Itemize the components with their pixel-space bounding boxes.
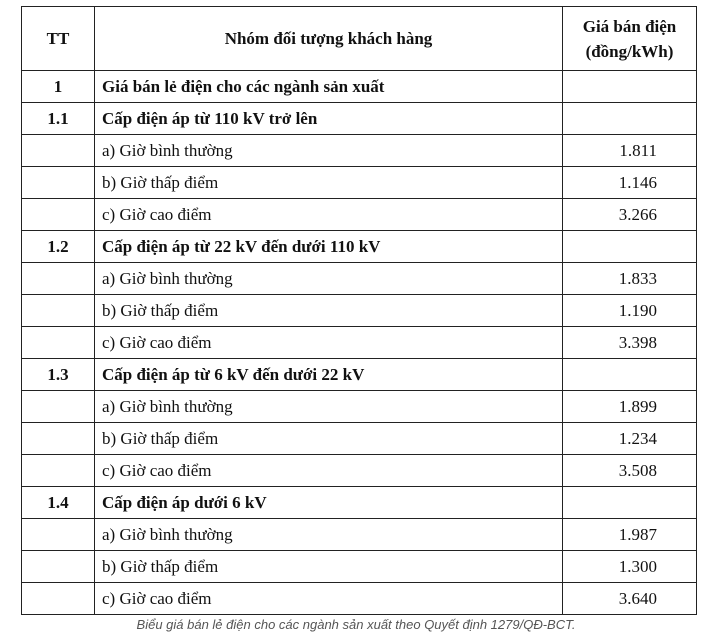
- row-name: c) Giờ cao điểm: [95, 583, 563, 615]
- table-row: [22, 263, 697, 295]
- table-row: [22, 327, 697, 359]
- row-tt: [22, 519, 95, 551]
- table-row: [22, 583, 697, 615]
- group-row: [22, 231, 697, 263]
- row-name: c) Giờ cao điểm: [95, 455, 563, 487]
- header-price-line1: Giá bán điện: [582, 16, 677, 36]
- row-name: a) Giờ bình thường: [95, 135, 563, 167]
- header-tt: TT: [22, 7, 95, 71]
- group-row: [22, 359, 697, 391]
- row-tt: 1.1: [22, 103, 95, 135]
- row-price: 1.234: [563, 423, 697, 455]
- table-row: [22, 295, 697, 327]
- row-name: b) Giờ thấp điểm: [95, 167, 563, 199]
- row-name: Giá bán lẻ điện cho các ngành sản xuất: [95, 71, 563, 103]
- electricity-price-table: [21, 6, 697, 615]
- row-price: [563, 487, 697, 519]
- row-price: [563, 359, 697, 391]
- row-price: 1.987: [563, 519, 697, 551]
- row-tt: [22, 455, 95, 487]
- table-caption: Biểu giá bán lẻ điện cho các ngành sản xuất theo Quyết định 1279/QĐ-BCT.: [136, 617, 576, 632]
- group-row: [22, 71, 697, 103]
- row-name: b) Giờ thấp điểm: [95, 295, 563, 327]
- row-price: 3.398: [563, 327, 697, 359]
- row-price: 3.508: [563, 455, 697, 487]
- table-row: [22, 519, 697, 551]
- row-tt: 1: [22, 71, 95, 103]
- row-tt: [22, 423, 95, 455]
- row-price: 1.146: [563, 167, 697, 199]
- row-name: a) Giờ bình thường: [95, 519, 563, 551]
- group-row: [22, 487, 697, 519]
- row-tt: 1.4: [22, 487, 95, 519]
- row-price: [563, 231, 697, 263]
- row-name: b) Giờ thấp điểm: [95, 423, 563, 455]
- row-name: b) Giờ thấp điểm: [95, 551, 563, 583]
- row-name: c) Giờ cao điểm: [95, 199, 563, 231]
- row-price: 1.811: [563, 135, 697, 167]
- row-price: 1.300: [563, 551, 697, 583]
- header-price: [563, 7, 697, 71]
- table-row: [22, 423, 697, 455]
- row-name: c) Giờ cao điểm: [95, 327, 563, 359]
- row-tt: [22, 263, 95, 295]
- row-price: [563, 71, 697, 103]
- row-tt: [22, 167, 95, 199]
- row-name: a) Giờ bình thường: [95, 263, 563, 295]
- row-tt: [22, 583, 95, 615]
- header-price-line2: (đồng/kWh): [585, 41, 674, 61]
- row-name: a) Giờ bình thường: [95, 391, 563, 423]
- row-price: 3.266: [563, 199, 697, 231]
- row-tt: [22, 551, 95, 583]
- table-row: [22, 391, 697, 423]
- row-tt: [22, 391, 95, 423]
- row-name: Cấp điện áp từ 6 kV đến dưới 22 kV: [95, 359, 563, 391]
- row-tt: [22, 295, 95, 327]
- row-price: 3.640: [563, 583, 697, 615]
- row-tt: 1.2: [22, 231, 95, 263]
- row-name: Cấp điện áp dưới 6 kV: [95, 487, 563, 519]
- price-table-container: [21, 6, 696, 615]
- row-price: 1.899: [563, 391, 697, 423]
- row-price: [563, 103, 697, 135]
- row-price: 1.833: [563, 263, 697, 295]
- header-customer-group: Nhóm đối tượng khách hàng: [95, 7, 563, 71]
- row-name: Cấp điện áp từ 110 kV trở lên: [95, 103, 563, 135]
- row-tt: [22, 135, 95, 167]
- row-tt: [22, 327, 95, 359]
- group-row: [22, 103, 697, 135]
- table-row: [22, 199, 697, 231]
- table-row: [22, 551, 697, 583]
- row-tt: 1.3: [22, 359, 95, 391]
- row-name: Cấp điện áp từ 22 kV đến dưới 110 kV: [95, 231, 563, 263]
- table-row: [22, 167, 697, 199]
- table-row: [22, 135, 697, 167]
- table-row: [22, 455, 697, 487]
- row-tt: [22, 199, 95, 231]
- table-body: [22, 71, 697, 615]
- row-price: 1.190: [563, 295, 697, 327]
- table-header-row: [22, 7, 697, 71]
